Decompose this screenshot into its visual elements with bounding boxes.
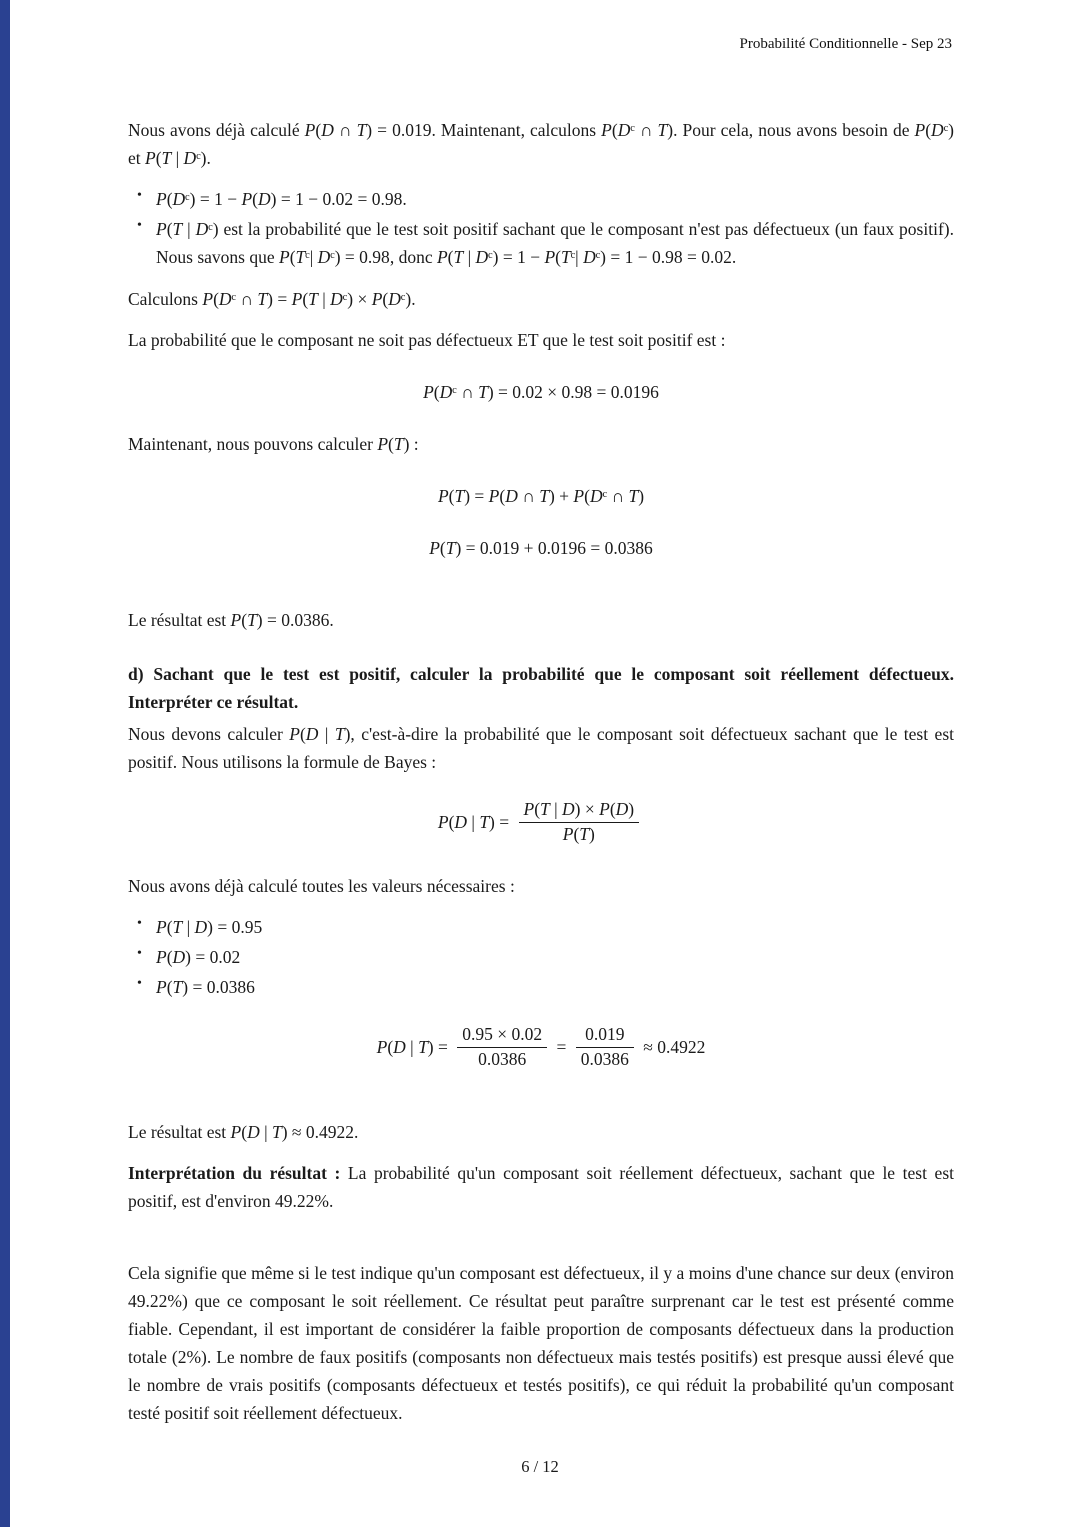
math-expression: P(Dᶜ ∩ T)	[601, 120, 674, 140]
math-expression: P(D | T) =	[376, 1037, 453, 1058]
display-equation	[128, 800, 954, 848]
fraction-numerator: 0.95 × 0.02	[462, 1024, 543, 1045]
math-expression: ≈ 0.4922	[638, 1037, 706, 1058]
math-expression: P(T)	[377, 434, 410, 454]
fraction	[457, 1023, 547, 1071]
paragraph	[128, 116, 954, 172]
text-run: .	[402, 189, 407, 209]
display-equation	[128, 534, 954, 562]
text-run: Nous devons calculer	[128, 724, 290, 744]
display-equation	[128, 482, 954, 510]
page-number: 6 / 12	[521, 1457, 559, 1476]
math-expression: P(Dᶜ ∩ T) = P(T | Dᶜ) × P(Dᶜ)	[202, 289, 412, 309]
paragraph	[128, 430, 954, 458]
bullet-item	[128, 943, 954, 971]
math-expression: P(Dᶜ ∩ T) = 0.02 × 0.98 = 0.0196	[423, 382, 659, 402]
math-expression: P(D | T)	[289, 724, 351, 744]
math-expression: P(T | D) = 0.95	[156, 917, 263, 938]
text-run: .	[731, 247, 737, 267]
display-equation	[128, 378, 954, 406]
math-expression: P(Dᶜ)	[914, 120, 954, 140]
text-run: Cela signifie que même si le test indique qu'un composant est défectueux, il y a moins d'une chance sur deux (environ 49.22%) que ce composant le soit réellement. Ce résultat peut paraître surprenant car le test est présenté comme fiable. Cependant, il est important de considérer la faible proportion de composants défectueux dans la production totale (2%). Le nombre de faux positifs (composants non défectueux mais testés positifs) est presque aussi élevé que le nombre de vrais positifs (composants défectueux et testés positifs), ce qui réduit la probabilité qu'un composant testé positif soit réellement défectueux.	[128, 1262, 954, 1423]
bold-text-run: Interprétation du résultat :	[128, 1162, 341, 1183]
document-content	[128, 116, 954, 1440]
text-run: , c'est-à-dire la probabilité que le composant soit défectueux sachant que le test est positif. Nous utilisons la formule de Bayes :	[128, 724, 954, 772]
math-expression: P(Dᶜ) = 1 − P(D) = 1 − 0.02 = 0.98	[156, 189, 403, 209]
section-heading	[128, 660, 954, 716]
fraction-denominator: 0.0386	[457, 1047, 547, 1072]
fraction-denominator: 0.0386	[576, 1047, 634, 1072]
paragraph	[128, 720, 954, 776]
bullet-item	[128, 215, 954, 271]
math-expression: P(D | T) =	[437, 812, 514, 833]
bullet-item	[128, 913, 954, 941]
paragraph	[128, 606, 954, 634]
text-run: Le résultat est	[128, 610, 231, 630]
left-accent-bar	[0, 0, 10, 1527]
paragraph	[128, 872, 954, 900]
bullet-list	[128, 913, 954, 1001]
math-expression: P(T) = 0.0386	[156, 977, 255, 998]
paragraph	[128, 285, 954, 313]
fraction-numerator: P(T | D) × P(D)	[523, 799, 635, 819]
math-expression: P(T | Dᶜ)	[156, 219, 219, 239]
text-run: La probabilité qu'un composant soit réellement défectueux, sachant que le test est positif, est d'environ 49.22%.	[128, 1162, 954, 1211]
fraction	[519, 798, 640, 846]
bullet-item	[128, 973, 954, 1001]
bullet-list	[128, 185, 954, 271]
text-run: Maintenant, nous pouvons calculer	[128, 434, 378, 454]
paragraph	[128, 1259, 954, 1427]
fraction	[576, 1023, 634, 1071]
text-run: . Pour cela, nous avons besoin de	[673, 120, 915, 140]
text-run: d) Sachant que le test est positif, calculer la probabilité que le composant soit réellement défectueux. Interpréter ce résultat.	[128, 664, 954, 712]
text-run: .	[411, 289, 416, 309]
math-expression: P(T | Dᶜ)	[145, 148, 207, 168]
text-run: est la probabilité que le test soit positif sachant que le composant n'est pas défectueux (un faux positif). Nous savons que	[156, 219, 954, 267]
paragraph	[128, 1159, 954, 1215]
text-run: :	[409, 434, 419, 454]
math-expression: P(D | T) ≈ 0.4922	[230, 1121, 355, 1142]
text-run: Nous avons déjà calculé toutes les valeurs nécessaires :	[128, 876, 515, 897]
math-expression: P(D ∩ T) = 0.019	[304, 120, 432, 140]
text-run: Le résultat est	[128, 1121, 231, 1142]
text-run: .	[206, 148, 211, 168]
math-expression: P(D) = 0.02	[156, 947, 241, 968]
text-run: .	[354, 1121, 359, 1142]
math-expression: P(T | Dᶜ) = 1 − P(Tᶜ| Dᶜ) = 1 − 0.98 = 0.02	[436, 247, 732, 267]
text-run: et	[128, 148, 146, 168]
text-run: .	[329, 610, 334, 630]
text-run: Calculons	[128, 289, 203, 309]
text-run: , donc	[389, 247, 437, 267]
bullet-item	[128, 185, 954, 213]
fraction-numerator: 0.019	[585, 1024, 625, 1045]
math-expression: P(T) = 0.019 + 0.0196 = 0.0386	[429, 538, 653, 558]
paragraph	[128, 326, 954, 354]
page-header-title: Probabilité Conditionnelle - Sep 23	[739, 36, 952, 52]
text-run: . Maintenant, calculons	[431, 120, 602, 140]
text-run: Nous avons déjà calculé	[128, 120, 305, 140]
math-expression: P(Tᶜ| Dᶜ) = 0.98	[278, 247, 390, 267]
fraction-denominator: P(T)	[519, 822, 640, 847]
text-run: La probabilité que le composant ne soit pas défectueux ET que le test soit positif est :	[128, 330, 726, 350]
math-expression: P(T) = 0.0386	[230, 610, 330, 630]
math-expression: P(T) = P(D ∩ T) + P(Dᶜ ∩ T)	[437, 486, 645, 506]
display-equation	[128, 1025, 954, 1073]
paragraph	[128, 1118, 954, 1146]
math-expression: =	[552, 1037, 571, 1058]
